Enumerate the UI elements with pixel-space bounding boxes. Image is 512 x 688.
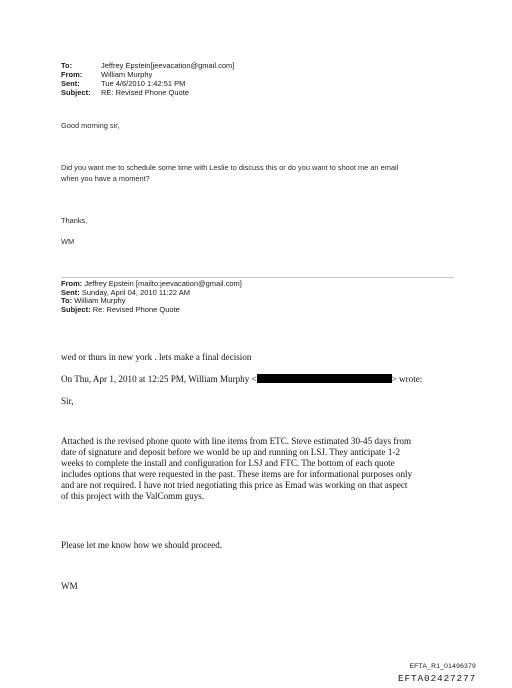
paragraph-line: weeks to complete the install and configuration for LSJ and FTC. The bottom of each quote bbox=[61, 458, 395, 468]
paragraph-line: date of signature and deposit before we would be up and running on LSJ. They anticipate 1-2 bbox=[61, 447, 400, 457]
reply-line-2: when you have a moment? bbox=[61, 174, 150, 183]
divider bbox=[61, 277, 454, 278]
sent-row bbox=[61, 79, 301, 88]
to-value: Jeffrey Epstein[jeevacation@gmail.com] bbox=[101, 61, 235, 70]
fwd-sent-value: Sunday, April 04, 2010 11:22 AM bbox=[81, 287, 190, 297]
email-header bbox=[61, 61, 301, 101]
quote-intro-row bbox=[61, 374, 422, 385]
fwd-to-label: To: bbox=[61, 296, 73, 306]
from-row bbox=[61, 70, 301, 79]
sent-value: Tue 4/6/2010 1:42:51 PM bbox=[101, 79, 186, 88]
redaction-block bbox=[257, 374, 392, 383]
subject-label: Subject: bbox=[61, 88, 91, 97]
to-row bbox=[61, 61, 301, 70]
fwd-subject-row bbox=[61, 306, 242, 315]
fwd-from-value: Jeffrey Epstein [mailto:jeevacation@gmail.com] bbox=[84, 279, 242, 288]
sent-label: Sent: bbox=[61, 79, 80, 88]
message-paragraph bbox=[61, 436, 412, 502]
bates-number-1: EFTA_R1_01496379 bbox=[409, 663, 476, 670]
paragraph-line: includes options that were requested in the past. These items are for informational purposes only bbox=[61, 469, 413, 479]
paragraph-line: Attached is the revised phone quote with line items from ETC. Steve estimated 30-45 days from bbox=[61, 436, 412, 446]
from-value: William Murphy bbox=[101, 70, 153, 79]
forwarded-header bbox=[61, 280, 242, 314]
fwd-to-value: William Murphy bbox=[74, 296, 126, 306]
fwd-sent-label: Sent: bbox=[61, 287, 80, 297]
fwd-subject-label: Subject: bbox=[61, 304, 91, 314]
paragraph-line: and are not required. I have not tried negotiating this price as Emad was working on that aspect bbox=[61, 480, 408, 490]
subject-row bbox=[61, 88, 301, 97]
reply-thanks: Thanks, bbox=[61, 216, 88, 225]
message-closing: Please let me know how we should proceed. bbox=[61, 540, 223, 550]
from-label: From: bbox=[61, 70, 83, 79]
reply-line-1: Did you want me to schedule some time with Leslie to discuss this or do you want to shoot me an email bbox=[61, 163, 399, 172]
subject-value: RE: Revised Phone Quote bbox=[101, 88, 189, 97]
message-salutation: Sir, bbox=[61, 396, 74, 406]
paragraph-line: of this project with the ValComm guys. bbox=[61, 491, 205, 501]
reply-greeting: Good morning sir, bbox=[61, 121, 120, 130]
reply-signature: WM bbox=[61, 237, 75, 246]
message-signature: WM bbox=[61, 581, 78, 591]
quote-intro: On Thu, Apr 1, 2010 at 12:25 PM, William Murphy < bbox=[61, 374, 257, 384]
quote-suffix: > wrote: bbox=[391, 374, 423, 384]
to-label: To: bbox=[61, 61, 73, 70]
message-line-1: wed or thurs in new york . lets make a final decision bbox=[61, 352, 252, 362]
fwd-subject-value: Re: Revised Phone Quote bbox=[92, 304, 180, 314]
bates-number-2: EFTA02427277 bbox=[397, 673, 476, 684]
fwd-from-label: From: bbox=[61, 279, 83, 288]
